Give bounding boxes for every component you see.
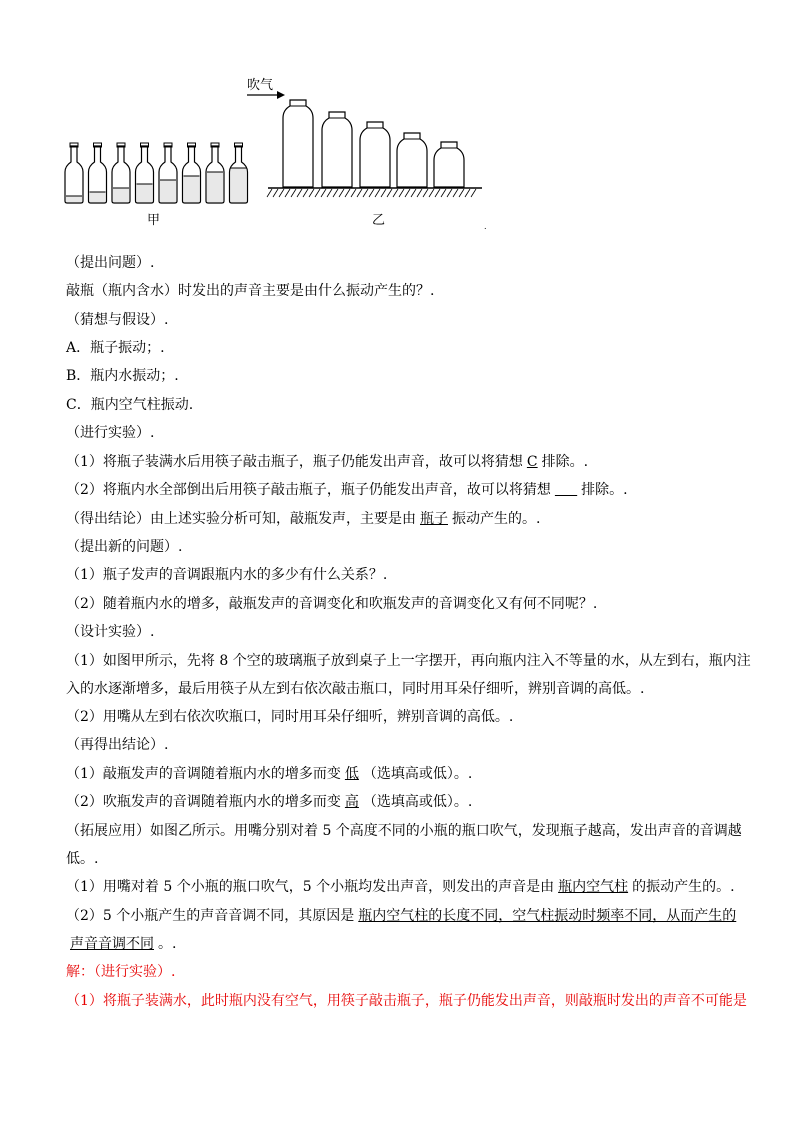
water-level [113, 188, 129, 202]
bottle-jia [65, 143, 83, 203]
text-line [66, 962, 175, 982]
text-segment: （得出结论）由上述实验分析可知，敲瓶发声，主要是由 [66, 511, 416, 527]
text-segment: （2）将瓶内水全部倒出后用筷子敲击瓶子，瓶子仍能发出声音，故可以将猜想 [66, 482, 551, 498]
text-segment: （提出新的问题）. [66, 539, 183, 555]
bottle-yi [283, 100, 313, 187]
text-segment: （拓展应用）如图乙所示。用嘴分别对着 5 个高度不同的小瓶的瓶口吹气，发现瓶子越高，发出声音的音调越 [66, 823, 742, 839]
text-segment: （2）5 个小瓶产生的声音音调不同，其原因是 [66, 908, 355, 924]
answer-blank: 声音音调不同 [70, 936, 154, 952]
text-segment: 入的水逐渐增多，最后用筷子从左到右依次敲击瓶口，同时用耳朵仔细听，辨别音调的高低。. [66, 681, 645, 697]
text-line [66, 877, 735, 897]
answer-blank: 瓶子 [420, 511, 448, 527]
text-segment: （2）吹瓶发声的音调随着瓶内水的增多而变 [66, 794, 341, 810]
text-segment: （1）敲瓶发声的音调随着瓶内水的增多而变 [66, 766, 341, 782]
bottle-jia [183, 143, 201, 203]
text-segment: A．瓶子振动；. [66, 340, 165, 356]
text-segment: （1）瓶子发声的音调跟瓶内水的多少有什么关系？. [66, 567, 388, 583]
text-line [66, 934, 176, 954]
text-segment: （2）用嘴从左到右依次吹瓶口，同时用耳朵仔细听，辨别音调的高低。. [66, 709, 514, 725]
answer-blank: 低 [344, 766, 359, 782]
water-level [66, 196, 82, 202]
text-line [66, 821, 742, 841]
text-segment: （1）将瓶子装满水后用筷子敲击瓶子，瓶子仍能发出声音，故可以将猜想 [66, 454, 523, 470]
text-segment: （再得出结论）. [66, 737, 169, 753]
answer-blank [551, 482, 581, 498]
text-segment: （提出问题）. [66, 255, 155, 271]
text-line [66, 423, 154, 443]
text-segment: （1）将瓶子装满水，此时瓶内没有空气，用筷子敲击瓶子，瓶子仍能发出声音，则敲瓶时发出的声音不可能是 [66, 993, 747, 1009]
bottle-jia [112, 143, 130, 203]
text-line [66, 849, 98, 869]
bottle-jia [230, 143, 248, 203]
text-segment: （1）如图甲所示，先将 8 个空的玻璃瓶子放到桌子上一字摆开，再向瓶内注入不等量的水，从左到右，瓶内注 [66, 653, 751, 669]
text-segment: 。. [158, 936, 177, 952]
text-line [66, 764, 472, 784]
text-line [66, 480, 628, 500]
text-line [66, 707, 513, 727]
text-line [66, 735, 168, 755]
bottle-jia [89, 143, 107, 203]
text-segment: 排除。. [541, 454, 589, 470]
experiment-figure [0, 0, 800, 240]
answer-blank: C [526, 454, 538, 470]
text-segment: （选填高或低）。. [362, 766, 473, 782]
answer-blank: 高 [344, 794, 359, 810]
bottle-jia [159, 143, 177, 203]
answer-blank: 瓶内空气柱的长度不同，空气柱振动时频率不同，从而产生的 [358, 908, 737, 924]
text-line [66, 452, 588, 472]
text-segment: （猜想与假设）. [66, 312, 169, 328]
water-level [231, 168, 247, 202]
text-segment: 解：（进行实验）. [66, 964, 176, 980]
text-line [66, 366, 179, 386]
text-segment: B．瓶内水振动；. [66, 368, 179, 384]
text-segment: 振动产生的。. [452, 511, 541, 527]
text-segment: （1）用嘴对着 5 个小瓶的瓶口吹气，5 个小瓶均发出声音，则发出的声音是由 [66, 879, 555, 895]
text-line [66, 906, 740, 926]
text-segment: C．瓶内空气柱振动. [66, 397, 194, 413]
text-line [66, 310, 168, 330]
text-segment: （选填高或低）。. [362, 794, 473, 810]
figure-dot: . [484, 222, 487, 231]
text-line [66, 792, 472, 812]
water-level [207, 172, 223, 202]
bottle-row-jia [65, 143, 248, 203]
text-line [66, 991, 747, 1011]
text-line [66, 622, 154, 642]
bottle-yi [322, 112, 352, 187]
text-line [66, 651, 751, 671]
text-segment: （设计实验）. [66, 624, 155, 640]
water-level [137, 184, 153, 202]
text-line [66, 281, 434, 301]
bottle-yi [397, 133, 427, 187]
text-segment: 敲瓶（瓶内含水）时发出的声音主要是由什么振动产生的？. [66, 283, 435, 299]
text-line [66, 565, 387, 585]
text-line [66, 395, 193, 415]
bottle-row-yi [283, 100, 464, 187]
bottle-yi [434, 142, 464, 187]
blow-label: 吹气 [247, 78, 274, 93]
bottle-jia [206, 143, 224, 203]
bottle-yi [360, 122, 390, 187]
text-line [66, 594, 597, 614]
bottle-jia [136, 143, 154, 203]
text-line [66, 338, 165, 358]
water-level [160, 180, 176, 202]
text-segment: 排除。. [581, 482, 628, 498]
water-level [184, 176, 200, 202]
text-line [66, 679, 644, 699]
table-surface [267, 188, 482, 197]
text-line [66, 509, 540, 529]
text-segment: （进行实验）. [66, 425, 155, 441]
text-segment: （2）随着瓶内水的增多，敲瓶发声的音调变化和吹瓶发声的音调变化又有何不同呢？. [66, 596, 598, 612]
answer-blank: 瓶内空气柱 [558, 879, 629, 895]
water-level [90, 192, 106, 202]
text-line [66, 253, 154, 273]
text-segment: 低。. [66, 851, 99, 867]
figure-label-yi: 乙 [372, 213, 386, 228]
figure-label-jia: 甲 [147, 213, 161, 228]
text-segment: 的振动产生的。. [632, 879, 735, 895]
text-line [66, 537, 182, 557]
